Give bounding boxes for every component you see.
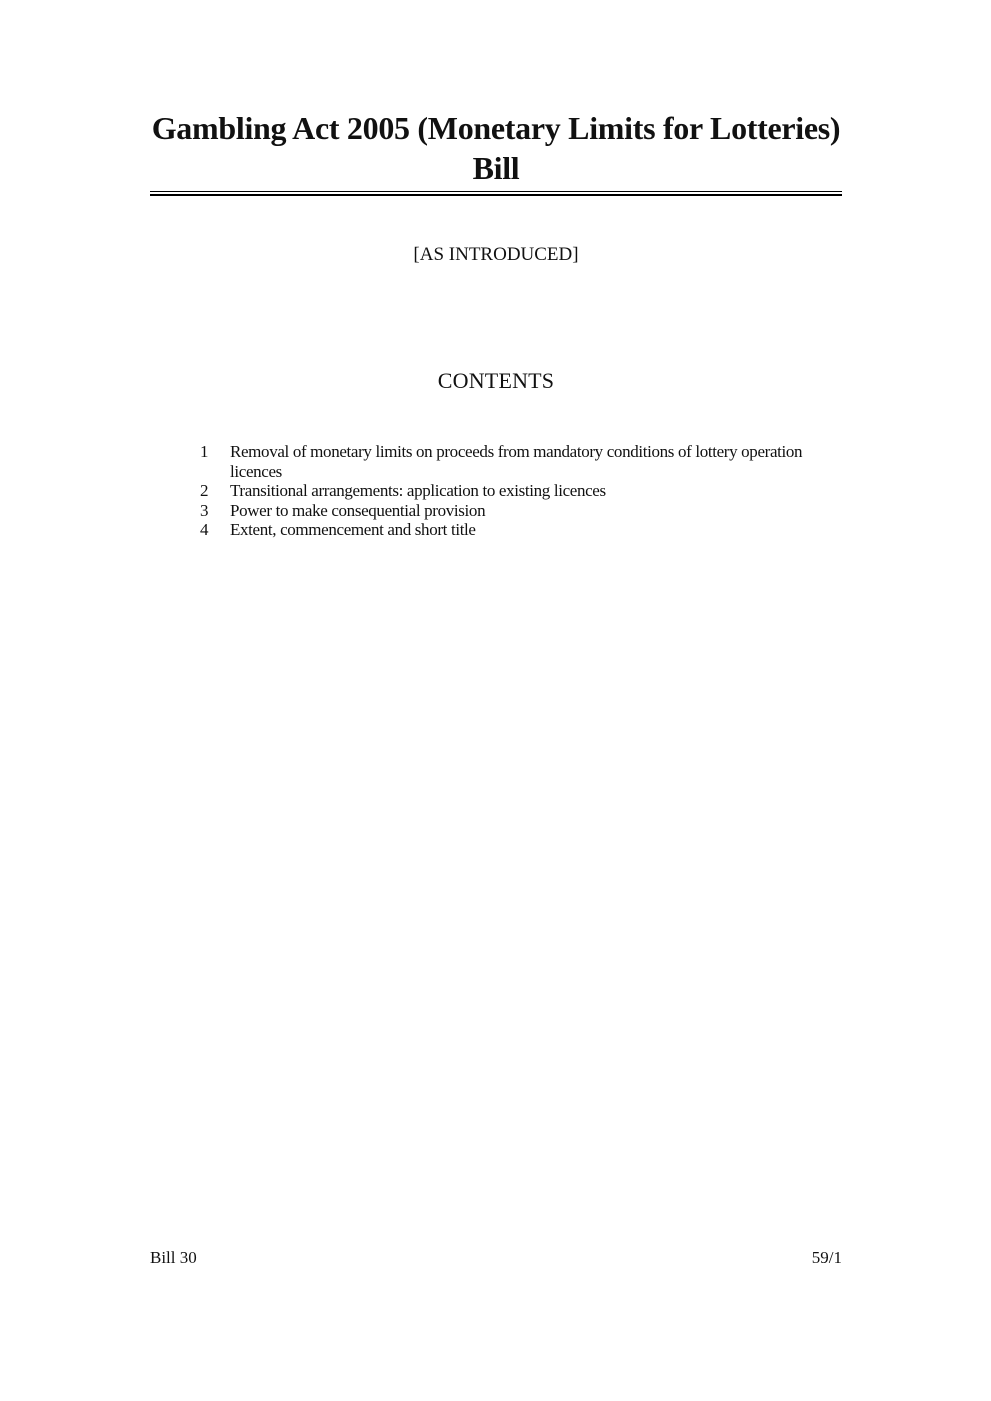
toc-text: Extent, commencement and short title bbox=[230, 520, 476, 540]
toc-number: 1 bbox=[200, 442, 209, 461]
contents-heading: CONTENTS bbox=[437, 368, 555, 393]
toc-number: 3 bbox=[200, 500, 209, 520]
toc-item-4[interactable] bbox=[196, 520, 846, 540]
toc-text: Transitional arrangements: application to existing licences bbox=[230, 481, 606, 501]
bill-status: [AS INTRODUCED] bbox=[413, 244, 579, 265]
bill-title-line-1: Gambling Act 2005 (Monetary Limits for Lotteries) bbox=[151, 110, 841, 146]
bill-title bbox=[150, 108, 842, 188]
title-rule-thin bbox=[150, 191, 842, 192]
footer-reference: 59/1 bbox=[811, 1248, 842, 1267]
toc-item-2[interactable] bbox=[196, 481, 846, 501]
toc-text: Removal of monetary limits on proceeds from mandatory conditions of lottery operation licences bbox=[230, 442, 803, 481]
toc-text: Power to make consequential provision bbox=[230, 500, 486, 520]
table-of-contents bbox=[196, 442, 846, 540]
title-rule-thick bbox=[150, 194, 842, 196]
toc-item-1[interactable] bbox=[196, 442, 846, 481]
bill-title-line-2: Bill bbox=[472, 150, 520, 186]
toc-item-3[interactable] bbox=[196, 501, 846, 521]
toc-number: 2 bbox=[200, 481, 209, 501]
toc-number: 4 bbox=[200, 520, 209, 540]
footer-bill-number: Bill 30 bbox=[150, 1248, 197, 1267]
